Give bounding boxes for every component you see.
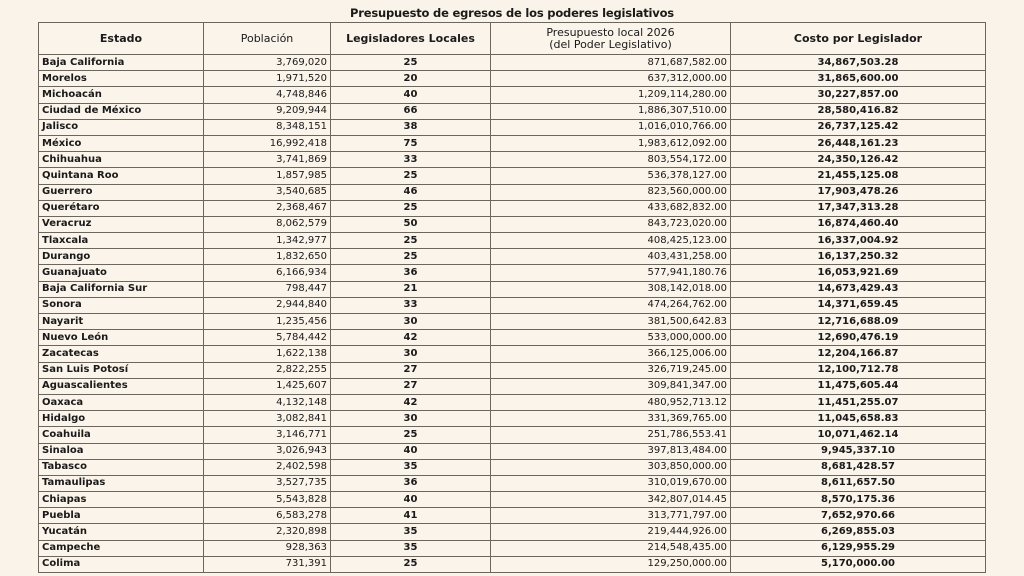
- cell-presupuesto: 1,209,114,280.00: [491, 87, 731, 103]
- cell-presupuesto: 129,250,000.00: [491, 556, 731, 572]
- table-row: [39, 200, 986, 216]
- cell-legisladores: 42: [331, 394, 491, 410]
- cell-presupuesto: 251,786,553.41: [491, 427, 731, 443]
- table-title: Presupuesto de egresos de los poderes legislativos: [350, 6, 674, 20]
- cell-presupuesto: 480,952,713.12: [491, 394, 731, 410]
- cell-presupuesto: 577,941,180.76: [491, 265, 731, 281]
- cell-costo: 8,611,657.50: [731, 475, 986, 491]
- table-row: [39, 346, 986, 362]
- cell-presupuesto: 823,560,000.00: [491, 184, 731, 200]
- cell-costo: 16,053,921.69: [731, 265, 986, 281]
- table-row: [39, 330, 986, 346]
- cell-presupuesto: 308,142,018.00: [491, 281, 731, 297]
- cell-poblacion: 2,320,898: [204, 524, 331, 540]
- table-row: [39, 135, 986, 151]
- table-row: [39, 411, 986, 427]
- cell-poblacion: 3,741,869: [204, 152, 331, 168]
- cell-presupuesto: 474,264,762.00: [491, 297, 731, 313]
- cell-presupuesto: 1,886,307,510.00: [491, 103, 731, 119]
- cell-legisladores: 42: [331, 330, 491, 346]
- cell-poblacion: 8,348,151: [204, 119, 331, 135]
- cell-estado: Hidalgo: [39, 411, 204, 427]
- cell-presupuesto: 342,807,014.45: [491, 492, 731, 508]
- table-row: [39, 281, 986, 297]
- cell-poblacion: 16,992,418: [204, 135, 331, 151]
- cell-costo: 30,227,857.00: [731, 87, 986, 103]
- cell-presupuesto: 219,444,926.00: [491, 524, 731, 540]
- cell-costo: 12,100,712.78: [731, 362, 986, 378]
- cell-legisladores: 40: [331, 87, 491, 103]
- cell-costo: 12,204,166.87: [731, 346, 986, 362]
- cell-costo: 12,716,688.09: [731, 314, 986, 330]
- table-row: [39, 524, 986, 540]
- header-presupuesto-line1: Presupuesto local 2026: [546, 25, 675, 39]
- cell-estado: Ciudad de México: [39, 103, 204, 119]
- cell-estado: México: [39, 135, 204, 151]
- table-row: [39, 427, 986, 443]
- cell-costo: 6,129,955.29: [731, 540, 986, 556]
- budget-table: [38, 22, 986, 573]
- cell-estado: Campeche: [39, 540, 204, 556]
- cell-presupuesto: 310,019,670.00: [491, 475, 731, 491]
- cell-estado: Veracruz: [39, 216, 204, 232]
- table-row: [39, 508, 986, 524]
- header-legisladores: Legisladores Locales: [331, 23, 491, 55]
- cell-presupuesto: 408,425,123.00: [491, 233, 731, 249]
- cell-costo: 26,448,161.23: [731, 135, 986, 151]
- cell-costo: 11,451,255.07: [731, 394, 986, 410]
- cell-presupuesto: 536,378,127.00: [491, 168, 731, 184]
- cell-poblacion: 5,784,442: [204, 330, 331, 346]
- cell-poblacion: 1,832,650: [204, 249, 331, 265]
- cell-poblacion: 2,822,255: [204, 362, 331, 378]
- cell-poblacion: 5,543,828: [204, 492, 331, 508]
- cell-presupuesto: 366,125,006.00: [491, 346, 731, 362]
- cell-costo: 16,874,460.40: [731, 216, 986, 232]
- cell-costo: 8,681,428.57: [731, 459, 986, 475]
- table-row: [39, 71, 986, 87]
- table-row: [39, 265, 986, 281]
- cell-poblacion: 1,622,138: [204, 346, 331, 362]
- cell-estado: Puebla: [39, 508, 204, 524]
- cell-estado: Tlaxcala: [39, 233, 204, 249]
- cell-costo: 5,170,000.00: [731, 556, 986, 572]
- cell-estado: Coahuila: [39, 427, 204, 443]
- table-row: [39, 475, 986, 491]
- table-row: [39, 216, 986, 232]
- table-row: [39, 362, 986, 378]
- cell-poblacion: 3,146,771: [204, 427, 331, 443]
- cell-legisladores: 30: [331, 314, 491, 330]
- cell-estado: Michoacán: [39, 87, 204, 103]
- cell-costo: 14,673,429.43: [731, 281, 986, 297]
- cell-legisladores: 21: [331, 281, 491, 297]
- cell-estado: Colima: [39, 556, 204, 572]
- cell-legisladores: 25: [331, 249, 491, 265]
- table-row: [39, 314, 986, 330]
- table-row: [39, 249, 986, 265]
- cell-legisladores: 35: [331, 540, 491, 556]
- cell-legisladores: 75: [331, 135, 491, 151]
- cell-presupuesto: 313,771,797.00: [491, 508, 731, 524]
- cell-estado: Guerrero: [39, 184, 204, 200]
- cell-legisladores: 30: [331, 411, 491, 427]
- cell-costo: 17,903,478.26: [731, 184, 986, 200]
- header-costo: Costo por Legislador: [731, 23, 986, 55]
- table-row: [39, 540, 986, 556]
- cell-presupuesto: 803,554,172.00: [491, 152, 731, 168]
- cell-estado: Nayarit: [39, 314, 204, 330]
- cell-legisladores: 30: [331, 346, 491, 362]
- table-row: [39, 443, 986, 459]
- cell-presupuesto: 331,369,765.00: [491, 411, 731, 427]
- table-row: [39, 152, 986, 168]
- cell-estado: Yucatán: [39, 524, 204, 540]
- cell-legisladores: 33: [331, 297, 491, 313]
- cell-estado: Guanajuato: [39, 265, 204, 281]
- cell-costo: 9,945,337.10: [731, 443, 986, 459]
- cell-poblacion: 1,342,977: [204, 233, 331, 249]
- cell-legisladores: 25: [331, 200, 491, 216]
- cell-poblacion: 6,166,934: [204, 265, 331, 281]
- table-row: [39, 233, 986, 249]
- header-poblacion: Población: [204, 23, 331, 55]
- cell-poblacion: 9,209,944: [204, 103, 331, 119]
- cell-legisladores: 36: [331, 265, 491, 281]
- cell-poblacion: 3,026,943: [204, 443, 331, 459]
- table-row: [39, 184, 986, 200]
- cell-legisladores: 36: [331, 475, 491, 491]
- cell-poblacion: 1,425,607: [204, 378, 331, 394]
- table-row: [39, 103, 986, 119]
- cell-estado: Tamaulipas: [39, 475, 204, 491]
- cell-costo: 26,737,125.42: [731, 119, 986, 135]
- table-row: [39, 394, 986, 410]
- cell-estado: Chihuahua: [39, 152, 204, 168]
- cell-costo: 14,371,659.45: [731, 297, 986, 313]
- cell-poblacion: 798,447: [204, 281, 331, 297]
- cell-legisladores: 20: [331, 71, 491, 87]
- cell-legisladores: 27: [331, 378, 491, 394]
- table-row: [39, 119, 986, 135]
- cell-costo: 28,580,416.82: [731, 103, 986, 119]
- cell-presupuesto: 637,312,000.00: [491, 71, 731, 87]
- table-row: [39, 87, 986, 103]
- table-row: [39, 459, 986, 475]
- cell-poblacion: 6,583,278: [204, 508, 331, 524]
- cell-estado: Quintana Roo: [39, 168, 204, 184]
- cell-costo: 21,455,125.08: [731, 168, 986, 184]
- cell-poblacion: 928,363: [204, 540, 331, 556]
- cell-estado: Morelos: [39, 71, 204, 87]
- cell-costo: 31,865,600.00: [731, 71, 986, 87]
- cell-estado: Tabasco: [39, 459, 204, 475]
- cell-poblacion: 731,391: [204, 556, 331, 572]
- cell-estado: Zacatecas: [39, 346, 204, 362]
- cell-legisladores: 40: [331, 492, 491, 508]
- cell-presupuesto: 1,983,612,092.00: [491, 135, 731, 151]
- cell-presupuesto: 403,431,258.00: [491, 249, 731, 265]
- header-row: [39, 23, 986, 55]
- header-presupuesto: [491, 23, 731, 55]
- cell-legisladores: 25: [331, 233, 491, 249]
- cell-poblacion: 1,971,520: [204, 71, 331, 87]
- cell-legisladores: 46: [331, 184, 491, 200]
- cell-legisladores: 50: [331, 216, 491, 232]
- cell-estado: Baja California: [39, 55, 204, 71]
- header-estado: Estado: [39, 23, 204, 55]
- cell-poblacion: 4,132,148: [204, 394, 331, 410]
- cell-legisladores: 35: [331, 459, 491, 475]
- cell-legisladores: 27: [331, 362, 491, 378]
- cell-poblacion: 2,368,467: [204, 200, 331, 216]
- table-row: [39, 168, 986, 184]
- header-presupuesto-line2: (del Poder Legislativo): [549, 37, 672, 51]
- table-row: [39, 297, 986, 313]
- cell-poblacion: 3,540,685: [204, 184, 331, 200]
- cell-estado: Oaxaca: [39, 394, 204, 410]
- cell-poblacion: 3,082,841: [204, 411, 331, 427]
- cell-presupuesto: 871,687,582.00: [491, 55, 731, 71]
- cell-estado: Aguascalientes: [39, 378, 204, 394]
- cell-legisladores: 38: [331, 119, 491, 135]
- cell-presupuesto: 433,682,832.00: [491, 200, 731, 216]
- cell-presupuesto: 309,841,347.00: [491, 378, 731, 394]
- cell-presupuesto: 214,548,435.00: [491, 540, 731, 556]
- table-body: [39, 55, 986, 573]
- cell-legisladores: 66: [331, 103, 491, 119]
- cell-estado: Durango: [39, 249, 204, 265]
- cell-legisladores: 33: [331, 152, 491, 168]
- cell-poblacion: 4,748,846: [204, 87, 331, 103]
- cell-presupuesto: 533,000,000.00: [491, 330, 731, 346]
- cell-presupuesto: 303,850,000.00: [491, 459, 731, 475]
- cell-presupuesto: 843,723,020.00: [491, 216, 731, 232]
- table-row: [39, 492, 986, 508]
- cell-estado: Sonora: [39, 297, 204, 313]
- cell-legisladores: 25: [331, 168, 491, 184]
- cell-estado: Sinaloa: [39, 443, 204, 459]
- cell-legisladores: 25: [331, 556, 491, 572]
- cell-poblacion: 1,235,456: [204, 314, 331, 330]
- cell-poblacion: 3,527,735: [204, 475, 331, 491]
- cell-poblacion: 1,857,985: [204, 168, 331, 184]
- table-row: [39, 378, 986, 394]
- cell-costo: 7,652,970.66: [731, 508, 986, 524]
- cell-costo: 16,137,250.32: [731, 249, 986, 265]
- cell-presupuesto: 326,719,245.00: [491, 362, 731, 378]
- cell-poblacion: 2,944,840: [204, 297, 331, 313]
- cell-costo: 12,690,476.19: [731, 330, 986, 346]
- cell-presupuesto: 1,016,010,766.00: [491, 119, 731, 135]
- cell-estado: San Luis Potosí: [39, 362, 204, 378]
- cell-costo: 17,347,313.28: [731, 200, 986, 216]
- cell-poblacion: 2,402,598: [204, 459, 331, 475]
- table-row: [39, 556, 986, 572]
- cell-estado: Baja California Sur: [39, 281, 204, 297]
- cell-presupuesto: 397,813,484.00: [491, 443, 731, 459]
- cell-estado: Chiapas: [39, 492, 204, 508]
- cell-costo: 24,350,126.42: [731, 152, 986, 168]
- cell-legisladores: 40: [331, 443, 491, 459]
- cell-presupuesto: 381,500,642.83: [491, 314, 731, 330]
- cell-costo: 11,045,658.83: [731, 411, 986, 427]
- cell-estado: Querétaro: [39, 200, 204, 216]
- cell-poblacion: 3,769,020: [204, 55, 331, 71]
- cell-poblacion: 8,062,579: [204, 216, 331, 232]
- cell-legisladores: 35: [331, 524, 491, 540]
- cell-legisladores: 41: [331, 508, 491, 524]
- cell-costo: 10,071,462.14: [731, 427, 986, 443]
- cell-costo: 6,269,855.03: [731, 524, 986, 540]
- cell-estado: Nuevo León: [39, 330, 204, 346]
- cell-legisladores: 25: [331, 55, 491, 71]
- cell-costo: 8,570,175.36: [731, 492, 986, 508]
- cell-estado: Jalisco: [39, 119, 204, 135]
- cell-legisladores: 25: [331, 427, 491, 443]
- cell-costo: 34,867,503.28: [731, 55, 986, 71]
- table-row: [39, 55, 986, 71]
- cell-costo: 11,475,605.44: [731, 378, 986, 394]
- cell-costo: 16,337,004.92: [731, 233, 986, 249]
